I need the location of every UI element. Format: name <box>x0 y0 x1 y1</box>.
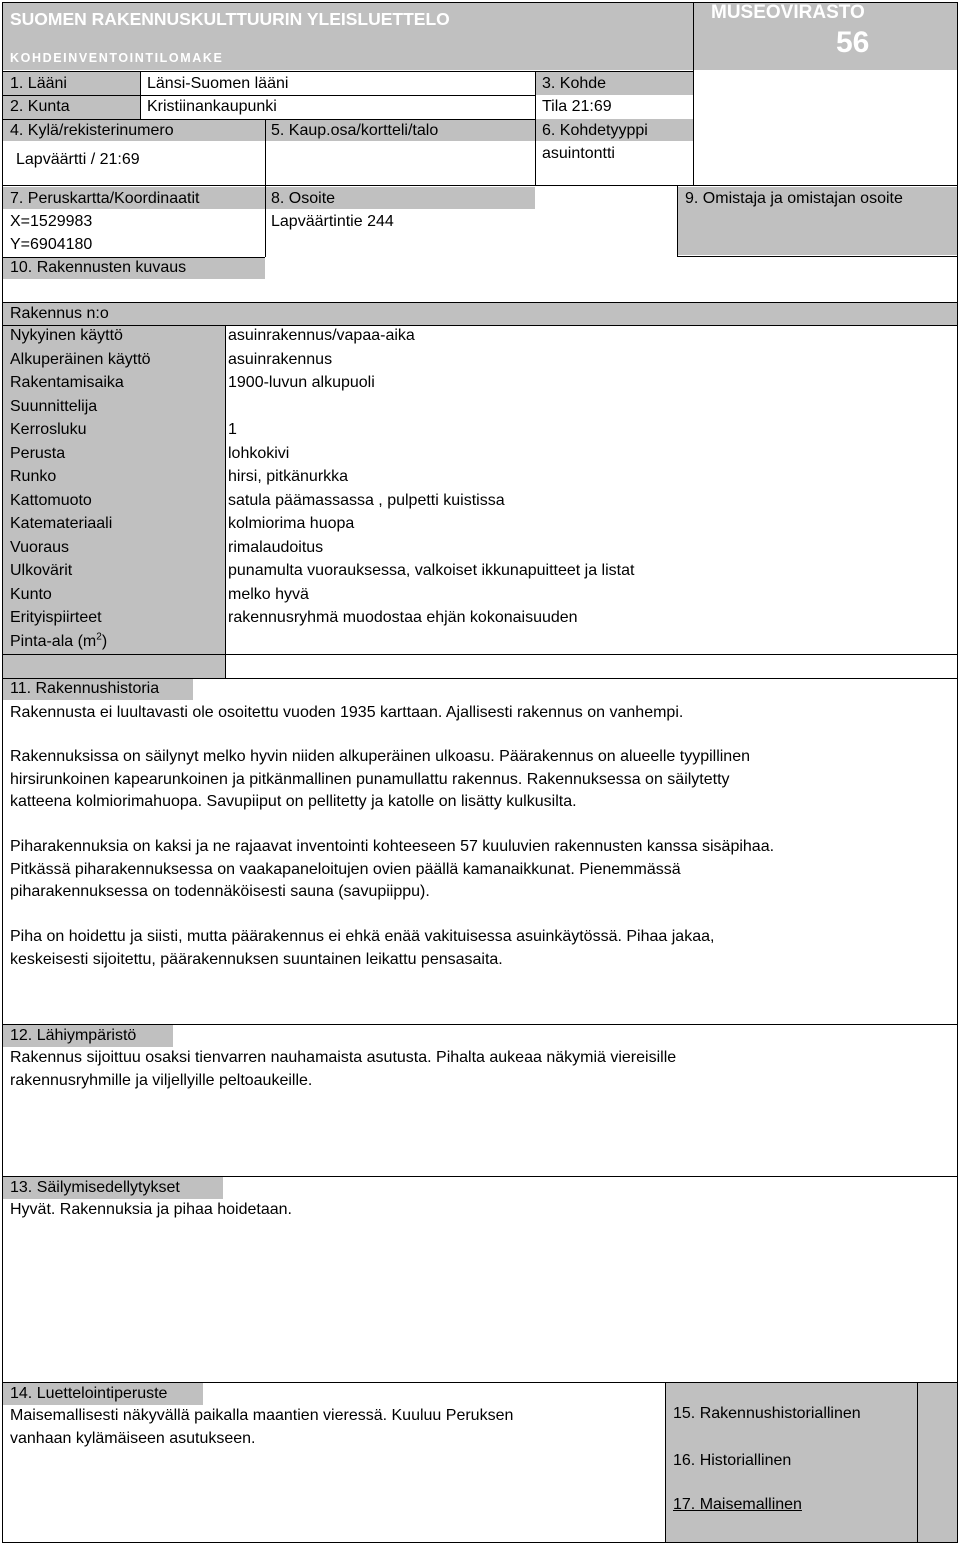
surroundings-heading: 12. Lähiympäristö <box>10 1027 137 1044</box>
building-row-label: Vuoraus <box>10 539 69 556</box>
divider <box>665 1382 666 1543</box>
y-coordinate: Y=6904180 <box>10 236 93 253</box>
divider <box>917 1382 918 1543</box>
history-heading: 11. Rakennushistoria <box>10 680 160 697</box>
surroundings-text <box>10 1047 676 1092</box>
kohde-label: 3. Kohde <box>542 75 607 92</box>
divider <box>3 71 693 72</box>
history-line: Piha on hoidettu ja siisti, mutta päärakennus ei ehkä enää vakituisessa asuinkäytössä. Pihaa jakaa, <box>10 928 715 945</box>
divider <box>265 185 266 257</box>
history-line: piharakennuksessa on todennäköisesti sauna (savupiippu). <box>10 883 430 900</box>
surroundings-line: rakennusryhmille ja viljellyille peltoaukeille. <box>10 1071 313 1089</box>
form-subtitle: KOHDEINVENTOINTILOMAKE <box>10 51 224 65</box>
history-line: keskeisesti sijoitettu, päärakennuksen suuntainen leikattu pensasaita. <box>10 950 503 968</box>
x-coordinate: X=1529983 <box>10 213 93 230</box>
divider <box>693 3 694 185</box>
building-row-value: 1 <box>228 421 237 438</box>
divider <box>3 1024 957 1025</box>
history-paragraph-4 <box>10 926 714 971</box>
omistaja-label: 9. Omistaja ja omistajan osoite <box>685 190 903 207</box>
preservation-heading: 13. Säilymisedellytykset <box>10 1179 180 1196</box>
history-line: Piharakennuksia on kaksi ja ne rajaavat inventointi kohteeseen 57 kuuluvien rakennusten kanssa sisäpihaa. <box>10 838 775 855</box>
kaupunginosa-label: 5. Kaup.osa/kortteli/talo <box>271 122 439 139</box>
divider <box>3 654 957 655</box>
divider <box>3 95 535 96</box>
criteria-heading: 14. Luettelointiperuste <box>10 1385 168 1402</box>
area-label-sup: 2 <box>96 631 102 643</box>
history-paragraph-2 <box>10 746 750 814</box>
surroundings-line: Rakennus sijoittuu osaksi tienvarren nauhamaista asutusta. Pihalta aukeaa näkymiä viereisille <box>10 1049 677 1066</box>
building-row-label: Katemateriaali <box>10 515 113 532</box>
building-row-value: lohkokivi <box>228 445 290 462</box>
building-row-value: punamulta vuorauksessa, valkoiset ikkunapuitteet ja listat <box>228 562 635 579</box>
divider <box>3 119 535 120</box>
divider <box>3 185 957 186</box>
building-row-value: melko hyvä <box>228 586 309 603</box>
criterion-15: 15. Rakennushistoriallinen <box>673 1405 861 1422</box>
building-row-label: Ulkovärit <box>10 562 73 579</box>
form-title: SUOMEN RAKENNUSKULTTUURIN YLEISLUETTELO <box>10 9 450 29</box>
history-line: hirsirunkoinen kapearunkoinen ja pitkänmallinen punamullattu rakennus. Rakennuksessa on säilytetty <box>10 770 730 788</box>
building-row-label: Kattomuoto <box>10 492 92 509</box>
laani-value: Länsi-Suomen lääni <box>147 75 289 92</box>
building-row-value: rimalaudoitus <box>228 539 324 556</box>
building-row-value: hirsi, pitkänurkka <box>228 468 349 485</box>
form-number: 56 <box>836 26 870 59</box>
building-row-label: Rakentamisaika <box>10 374 124 391</box>
kyla-value: Lapväärtti / 21:69 <box>16 151 140 168</box>
divider <box>677 185 678 257</box>
building-row-label: Suunnittelija <box>10 398 98 415</box>
kohdetyyppi-label: 6. Kohdetyyppi <box>542 122 648 139</box>
kohde-value: Tila 21:69 <box>542 98 612 115</box>
criteria-text <box>10 1405 513 1450</box>
divider <box>3 1176 957 1177</box>
area-label-close: ) <box>101 633 108 650</box>
divider <box>677 256 957 257</box>
building-row-value: 1900-luvun alkupuoli <box>228 374 375 391</box>
history-paragraph-3 <box>10 836 774 904</box>
divider <box>3 325 957 326</box>
divider <box>3 1382 957 1383</box>
history-paragraph-1 <box>10 702 683 725</box>
divider <box>225 325 226 678</box>
osoite-value: Lapväärtintie 244 <box>271 213 394 230</box>
criterion-16: 16. Historiallinen <box>673 1452 792 1469</box>
history-line: Rakennusta ei luultavasti ole osoitettu vuoden 1935 karttaan. Ajallisesti rakennus on vanhempi. <box>10 704 684 721</box>
history-line: Rakennuksissa on säilynyt melko hyvin niiden alkuperäinen ulkoasu. Päärakennus on alueelle tyypillinen <box>10 748 750 765</box>
divider <box>3 302 957 303</box>
area-label <box>10 632 107 652</box>
osoite-label: 8. Osoite <box>271 190 336 207</box>
history-line: Pitkässä piharakennuksessa on vaakapaneloitujen ovien päällä kamanaikkunat. Pienemmässä <box>10 860 681 878</box>
criteria-line: vanhaan kylämäiseen asutukseen. <box>10 1429 256 1447</box>
building-row-label: Kerrosluku <box>10 421 87 438</box>
laani-label: 1. Lääni <box>10 75 67 92</box>
kunta-label: 2. Kunta <box>10 98 70 115</box>
criteria-line: Maisemallisesti näkyvällä paikalla maantien vieressä. Kuuluu Peruksen <box>10 1407 514 1424</box>
building-number-label: Rakennus n:o <box>10 305 109 322</box>
building-row-label: Erityispiirteet <box>10 609 102 626</box>
kuvaus-label: 10. Rakennusten kuvaus <box>10 259 187 276</box>
kohdetyyppi-value: asuintontti <box>542 145 615 162</box>
peruskartta-label: 7. Peruskartta/Koordinaatit <box>10 190 200 207</box>
building-row-label: Alkuperäinen käyttö <box>10 351 151 368</box>
divider <box>265 119 266 185</box>
building-row-label: Kunto <box>10 586 52 603</box>
agency-name: MUSEOVIRASTO <box>711 2 865 23</box>
building-row-value: asuinrakennus/vapaa-aika <box>228 327 415 344</box>
kyla-label: 4. Kylä/rekisterinumero <box>10 122 174 139</box>
area-label-text: Pinta-ala (m <box>10 633 97 650</box>
building-row-label: Perusta <box>10 445 66 462</box>
kunta-value: Kristiinankaupunki <box>147 98 277 115</box>
history-line: katteena kolmiorimahuopa. Savupiiput on pellitetty ja katolle on lisätty kulkusilta. <box>10 793 577 810</box>
building-row-label: Nykyinen käyttö <box>10 327 123 344</box>
building-row-value: kolmiorima huopa <box>228 515 355 532</box>
building-row-value: rakennusryhmä muodostaa ehjän kokonaisuuden <box>228 609 578 626</box>
criterion-17: 17. Maisemallinen <box>673 1496 802 1513</box>
preservation-text: Hyvät. Rakennuksia ja pihaa hoidetaan. <box>10 1201 292 1218</box>
building-row-value: satula päämassassa , pulpetti kuistissa <box>228 492 505 509</box>
building-row-value: asuinrakennus <box>228 351 333 368</box>
divider <box>535 71 536 185</box>
building-row-label: Runko <box>10 468 57 485</box>
